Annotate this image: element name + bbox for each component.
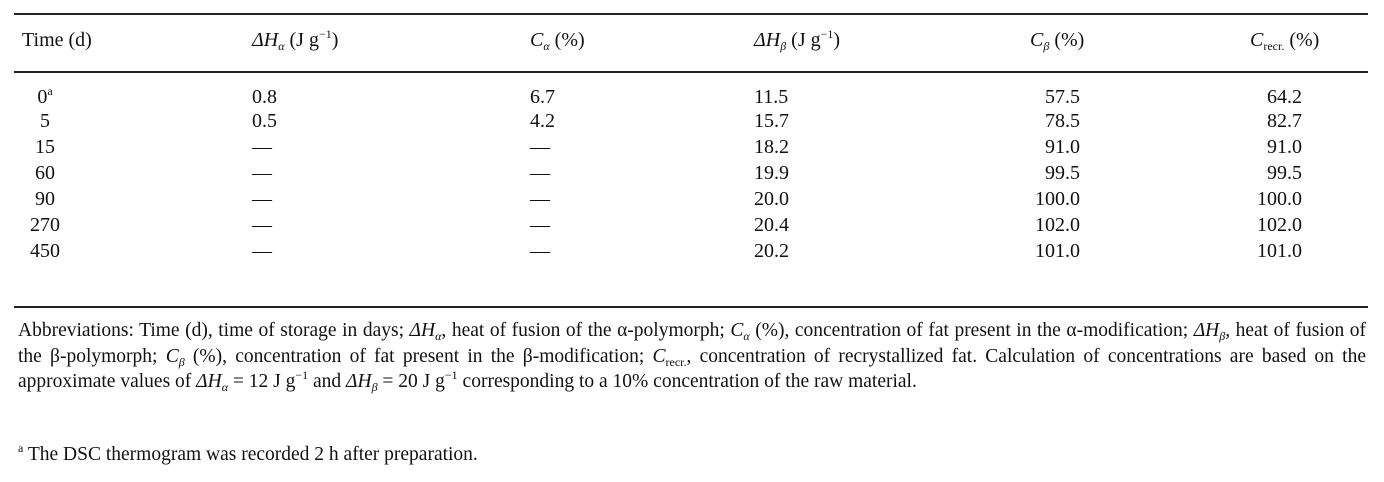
cell-delta-h-beta: 18.2	[754, 136, 789, 158]
abbreviations-note: Abbreviations: Time (d), time of storage in days; $\Delta H_\alpha$, heat of fusion of the α-polymorph; $C_\alpha$ (%), concentration of fat present in the α-modification; $\Delta H_\beta$, heat of fusion of the β-polymorph; $C_\beta$ (%), concentration of fat present in the β-modification; $C_{recr.}$, concentration of recrystallized fat. Calculation of concentrations are based on the approximate values of $\Delta H_\alpha = 12$ J $g^{-1}$ and $\Delta H_\beta = 20$ J $g^{-1}$ corresponding to a 10% concentration of the raw material.	[18, 320, 1366, 394]
cell-c-recr: 82.7	[1267, 110, 1302, 132]
table-footnote: $^a$ The DSC thermogram was recorded 2 h after preparation.	[18, 441, 478, 465]
cell-delta-h-beta: 20.2	[754, 240, 789, 262]
table-top-rule	[14, 13, 1368, 15]
cell-c-beta: 102.0	[1035, 214, 1080, 236]
header-c-recr: $C_{recr.}$ (%)	[1250, 29, 1320, 53]
cell-c-recr: 101.0	[1257, 240, 1302, 262]
cell-delta-h-beta: 19.9	[754, 162, 789, 184]
cell-c-alpha: —	[530, 240, 550, 262]
cell-delta-h-beta: 11.5	[754, 86, 789, 108]
table-row	[0, 188, 1384, 215]
cell-c-alpha: 6.7	[530, 86, 555, 108]
header-time: Time (d)	[22, 29, 92, 51]
table-row	[0, 240, 1384, 267]
cell-delta-h-alpha: —	[252, 214, 272, 236]
header-delta-h-alpha: $\Delta H_\alpha$ (J $g^{-1}$)	[252, 27, 339, 53]
cell-time: 90	[35, 188, 55, 210]
cell-delta-h-alpha: —	[252, 162, 272, 184]
table-bottom-rule	[14, 306, 1368, 308]
cell-delta-h-alpha: —	[252, 136, 272, 158]
table-row	[0, 214, 1384, 241]
cell-c-alpha: —	[530, 162, 550, 184]
cell-delta-h-alpha: 0.8	[252, 86, 277, 108]
cell-c-recr: 91.0	[1267, 136, 1302, 158]
cell-delta-h-beta: 15.7	[754, 110, 789, 132]
cell-time: 450	[30, 240, 60, 262]
cell-c-beta: 99.5	[1045, 162, 1080, 184]
cell-c-alpha: 4.2	[530, 110, 555, 132]
cell-c-recr: 100.0	[1257, 188, 1302, 210]
header-c-alpha: $C_\alpha$ (%)	[530, 29, 585, 53]
cell-c-recr: 102.0	[1257, 214, 1302, 236]
cell-time: 60	[35, 162, 55, 184]
table-row	[0, 162, 1384, 189]
table-header-rule	[14, 71, 1368, 73]
cell-c-recr: 64.2	[1267, 86, 1302, 108]
footnote-marker: a	[47, 84, 53, 98]
cell-c-beta: 100.0	[1035, 188, 1080, 210]
footnote-marker: a	[18, 441, 24, 455]
cell-c-beta: 57.5	[1045, 86, 1080, 108]
cell-time: 0$^a$	[37, 84, 53, 108]
table-body	[0, 86, 1384, 275]
cell-time: 270	[30, 214, 60, 236]
cell-delta-h-beta: 20.0	[754, 188, 789, 210]
cell-delta-h-alpha: —	[252, 240, 272, 262]
cell-c-alpha: —	[530, 188, 550, 210]
cell-delta-h-alpha: 0.5	[252, 110, 277, 132]
cell-c-beta: 91.0	[1045, 136, 1080, 158]
cell-c-beta: 101.0	[1035, 240, 1080, 262]
cell-delta-h-alpha: —	[252, 188, 272, 210]
table-row	[0, 86, 1384, 113]
header-delta-h-beta: $\Delta H_\beta$ (J $g^{-1}$)	[754, 27, 841, 53]
cell-c-recr: 99.5	[1267, 162, 1302, 184]
cell-c-alpha: —	[530, 214, 550, 236]
cell-c-beta: 78.5	[1045, 110, 1080, 132]
table-row	[0, 110, 1384, 137]
cell-time: 15	[35, 136, 55, 158]
cell-c-alpha: —	[530, 136, 550, 158]
table-row	[0, 136, 1384, 163]
header-c-beta: $C_\beta$ (%)	[1030, 29, 1085, 53]
cell-delta-h-beta: 20.4	[754, 214, 789, 236]
cell-time: 5	[40, 110, 50, 132]
